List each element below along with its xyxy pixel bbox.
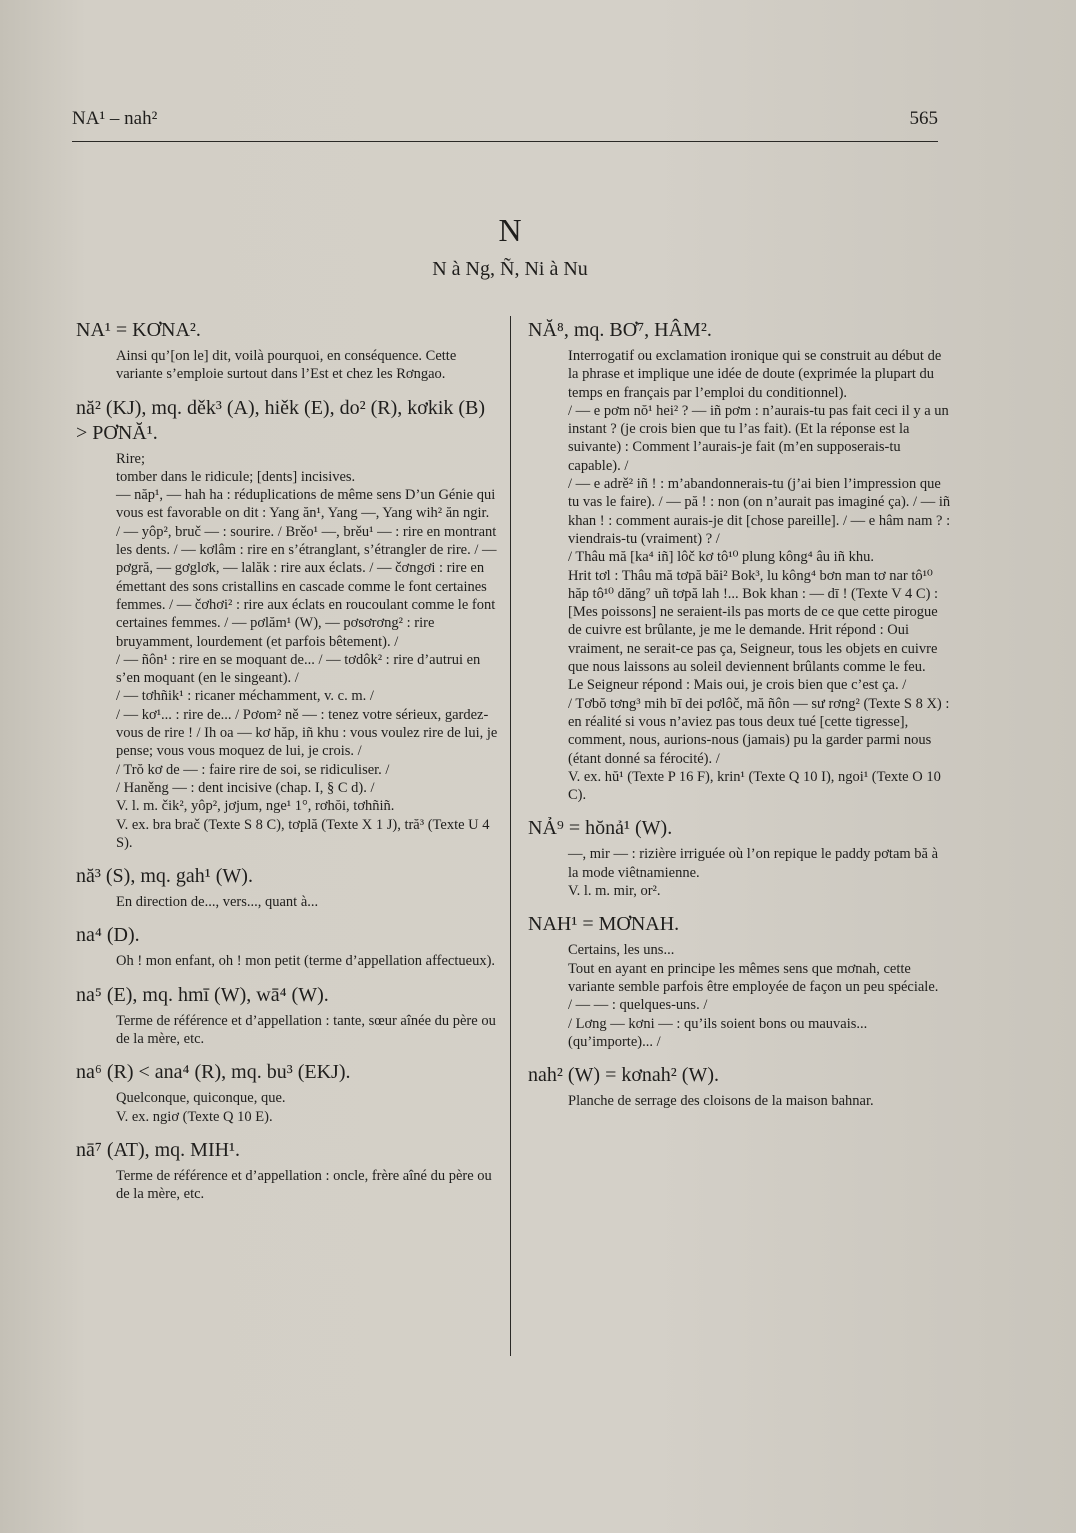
header-range: NA¹ – nah²: [72, 108, 158, 129]
entry-headword: NẢ⁹ = hŏnả¹ (W).: [528, 817, 673, 840]
entry-headword: NAH¹ = MƠNAH.: [528, 913, 680, 936]
entry: [528, 1063, 952, 1110]
entry-definition: [116, 450, 500, 853]
entry-headword: na⁶ (R) < ana⁴ (R), mq. bu³ (EKJ).: [76, 1061, 351, 1084]
definition-line: V. l. m. čik², yôp², jơjum, nge¹ 1°, rơhŏi, tơhñiñ.: [116, 798, 395, 815]
entry-headword: NĂ⁸, mq. BƠ⁷, HÂM².: [528, 319, 712, 341]
definition-line: V. ex. ngiơ (Texte Q 10 E).: [116, 1108, 273, 1125]
section-letter: N: [498, 212, 522, 248]
definition-line: Hrit tơl : Thâu mă tơpă băi² Bok³, lu kông⁴ bơn man tơ nar tô¹⁰ hăp tô¹⁰ dăng⁷ uñ tơpă lah !... Bok khan : — dī ! (Texte V 4 C) : [Mes poissons] ne seraient-ils pas morts de ce que cette pirogue de cuivre est brûlante, je me le demande. Hrit répond : Oui vraiment, ne serait-ce pas ça, Seigneur, tous les objets en cuivre que nous laissons au soleil deviennent brûlants comme le feu.: [568, 567, 939, 676]
definition-line: Tout en ayant en principe les mêmes sens que mơnah, cette variante semble parfois être employée de façon un peu spéciale.: [568, 960, 939, 995]
definition-line: / — ñôn¹ : rire en se moquant de... / — tơdôk² : rire d’autrui en s’en moquant (en le singeant). /: [116, 651, 481, 687]
entry-definition: [116, 347, 500, 384]
page-number: 565: [909, 108, 938, 129]
definition-line: / Trŏ kơ de — : faire rire de soi, se ridiculiser. /: [116, 761, 390, 778]
definition-line: Rire;: [116, 450, 145, 467]
definition-line: / — kơ¹... : rire de... / Pơom² ně — : tenez votre sérieux, gardez-vous de rire ! / Ih oa — kơ hăp, iñ khu : vous voulez rire de lui, je pense; vous vous moquez de lui, je crois. /: [116, 706, 498, 760]
entry-headword: nā⁷ (AT), mq. MIH¹.: [76, 1138, 241, 1161]
entry: [76, 983, 500, 1049]
entry-headword: nă³ (S), mq. gah¹ (W).: [76, 865, 253, 888]
entry-definition: [116, 1167, 500, 1204]
entry: [528, 816, 952, 900]
definition-line: Planche de serrage des cloisons de la maison bahnar.: [568, 1093, 874, 1110]
entry: [76, 923, 500, 970]
entry-definition: [116, 1089, 500, 1126]
definition-line: Certains, les uns...: [568, 942, 675, 959]
definition-line: V. l. m. mir, or².: [568, 883, 661, 900]
definition-line: / Thâu mă [ka⁴ iñ] lôč kơ tô¹⁰ plung kông⁴ âu iñ khu.: [568, 549, 874, 566]
definition-line: — năp¹, — hah ha : réduplications de même sens D’un Génie qui vous est favorable on dit : Yang ăn¹, Yang —, Yang wih² ăn ngir.: [116, 487, 496, 522]
definition-line: / — yôp², bruč — : sourire. / Brěo¹ —, brěu¹ — : rire en montrant les dents. / — kơlâm : rire en s’étranglant, s’étrangler de rire. / — pơgră, — gơglơk, — lalăk : rire aux éclats. / — čơngơi : rire en émettant des sons cristallins en cascade comme le font certaines femmes. / — čơhơi² : rire aux éclats en roucoulant comme le font certaines femmes. / — pơlăm¹ (W), — pơsơrơng² : rire bruyamment, lourdement (et parfois bêtement). /: [116, 523, 497, 650]
entry-headword: NA¹ = KƠNA².: [76, 319, 201, 341]
section-subtitle: N à Ng, Ñ, Ni à Nu: [432, 258, 588, 280]
entry: [76, 396, 500, 853]
running-head: [72, 108, 938, 130]
right-column: [528, 318, 952, 1122]
entry: [76, 1138, 500, 1204]
entry-definition: [116, 1012, 500, 1049]
entry-definition: [568, 347, 952, 804]
entry-definition: [568, 941, 952, 1051]
definition-line: / — tơhñik¹ : ricaner méchamment, v. c. m. /: [116, 688, 374, 705]
definition-line: Le Seigneur répond : Mais oui, je crois bien que c’est ça. /: [568, 677, 907, 694]
definition-line: Terme de référence et d’appellation : oncle, frère aîné du père ou de la mère, etc.: [116, 1167, 492, 1203]
entry-definition: [116, 893, 500, 911]
entry-definition: [568, 1092, 952, 1110]
definition-line: tomber dans le ridicule; [dents] incisives.: [116, 468, 356, 485]
entry-headword: na⁵ (E), mq. hmī (W), wā⁴ (W).: [76, 983, 329, 1006]
entry-headword: nah² (W) = kơnah² (W).: [528, 1064, 719, 1087]
definition-line: Quelconque, quiconque, que.: [116, 1090, 286, 1107]
column-divider: [510, 316, 511, 1356]
definition-line: / Lơng — kơni — : qu’ils soient bons ou mauvais... (qu’importe)... /: [568, 1015, 868, 1050]
definition-line: V. ex. hŭ¹ (Texte P 16 F), krin¹ (Texte Q 10 I), ngoi¹ (Texte O 10 C).: [568, 768, 941, 804]
entry: [528, 912, 952, 1051]
entry-headword: nă² (KJ), mq. děk³ (A), hiěk (E), do² (R), kơkik (B) > PƠNĂ¹.: [76, 396, 486, 444]
definition-line: / Haněng — : dent incisive (chap. I, § C d). /: [116, 779, 375, 796]
definition-line: V. ex. bra brač (Texte S 8 C), tơplă (Texte X 1 J), tră³ (Texte U 4 S).: [116, 816, 490, 851]
definition-line: / Tơbŏ tơng³ mih bī dei pơlôč, mă ñôn — sư rơng² (Texte S 8 X) : en réalité si vous n’aviez pas tous deux tué [cette tigresse], comment, nous, aurions-nous (jamais) pu la garder parmi nous (étant donné sa férocité). /: [568, 695, 950, 767]
entry: [76, 864, 500, 911]
entry: [528, 318, 952, 804]
entry: [76, 318, 500, 384]
entry-headword: na⁴ (D).: [76, 924, 140, 947]
definition-line: / — — : quelques-uns. /: [568, 997, 708, 1014]
definition-line: En direction de..., vers..., quant à...: [116, 894, 319, 911]
entry-definition: [568, 845, 952, 900]
left-column: [76, 318, 500, 1216]
definition-line: / — e adrě² iñ ! : m’abandonnerais-tu (j’ai bien l’impression que tu vas le faire). / — pă ! : non (on n’aurait pas imaginé ça). / — iñ khan ! : comment aurais-je dit [chose pareille]. / — e hâm nam ? : viendrais-tu (vraiment) ? /: [568, 476, 951, 547]
definition-line: Terme de référence et d’appellation : tante, sœur aînée du père ou de la mère, etc.: [116, 1012, 496, 1048]
entry-definition: [116, 952, 500, 970]
definition-line: Ainsi qu’[on le] dit, voilà pourquoi, en conséquence. Cette variante s’emploie surtout dans l’Est et chez les Rơngao.: [116, 348, 457, 383]
definition-line: / — e pơm nŏ¹ hei² ? — iñ pơm : n’aurais-tu pas fait ceci il y a un instant ? (je crois bien que tu l’as fait). (Et la réponse est la suivante) : Comment l’aurais-je fait (m’en supposerais-tu capable). /: [568, 402, 949, 474]
definition-line: Interrogatif ou exclamation ironique qui se construit au début de la phrase et implique une idée de doute (exprimée la plupart du temps en français par l’emploi du conditionnel).: [568, 348, 942, 401]
entry: [76, 1060, 500, 1126]
header-rule: [72, 141, 938, 142]
definition-line: —, mir — : rizière irriguée où l’on repique le paddy pơtam bă à la mode viêtnamienne.: [568, 846, 939, 881]
definition-line: Oh ! mon enfant, oh ! mon petit (terme d’appellation affectueux).: [116, 953, 496, 970]
